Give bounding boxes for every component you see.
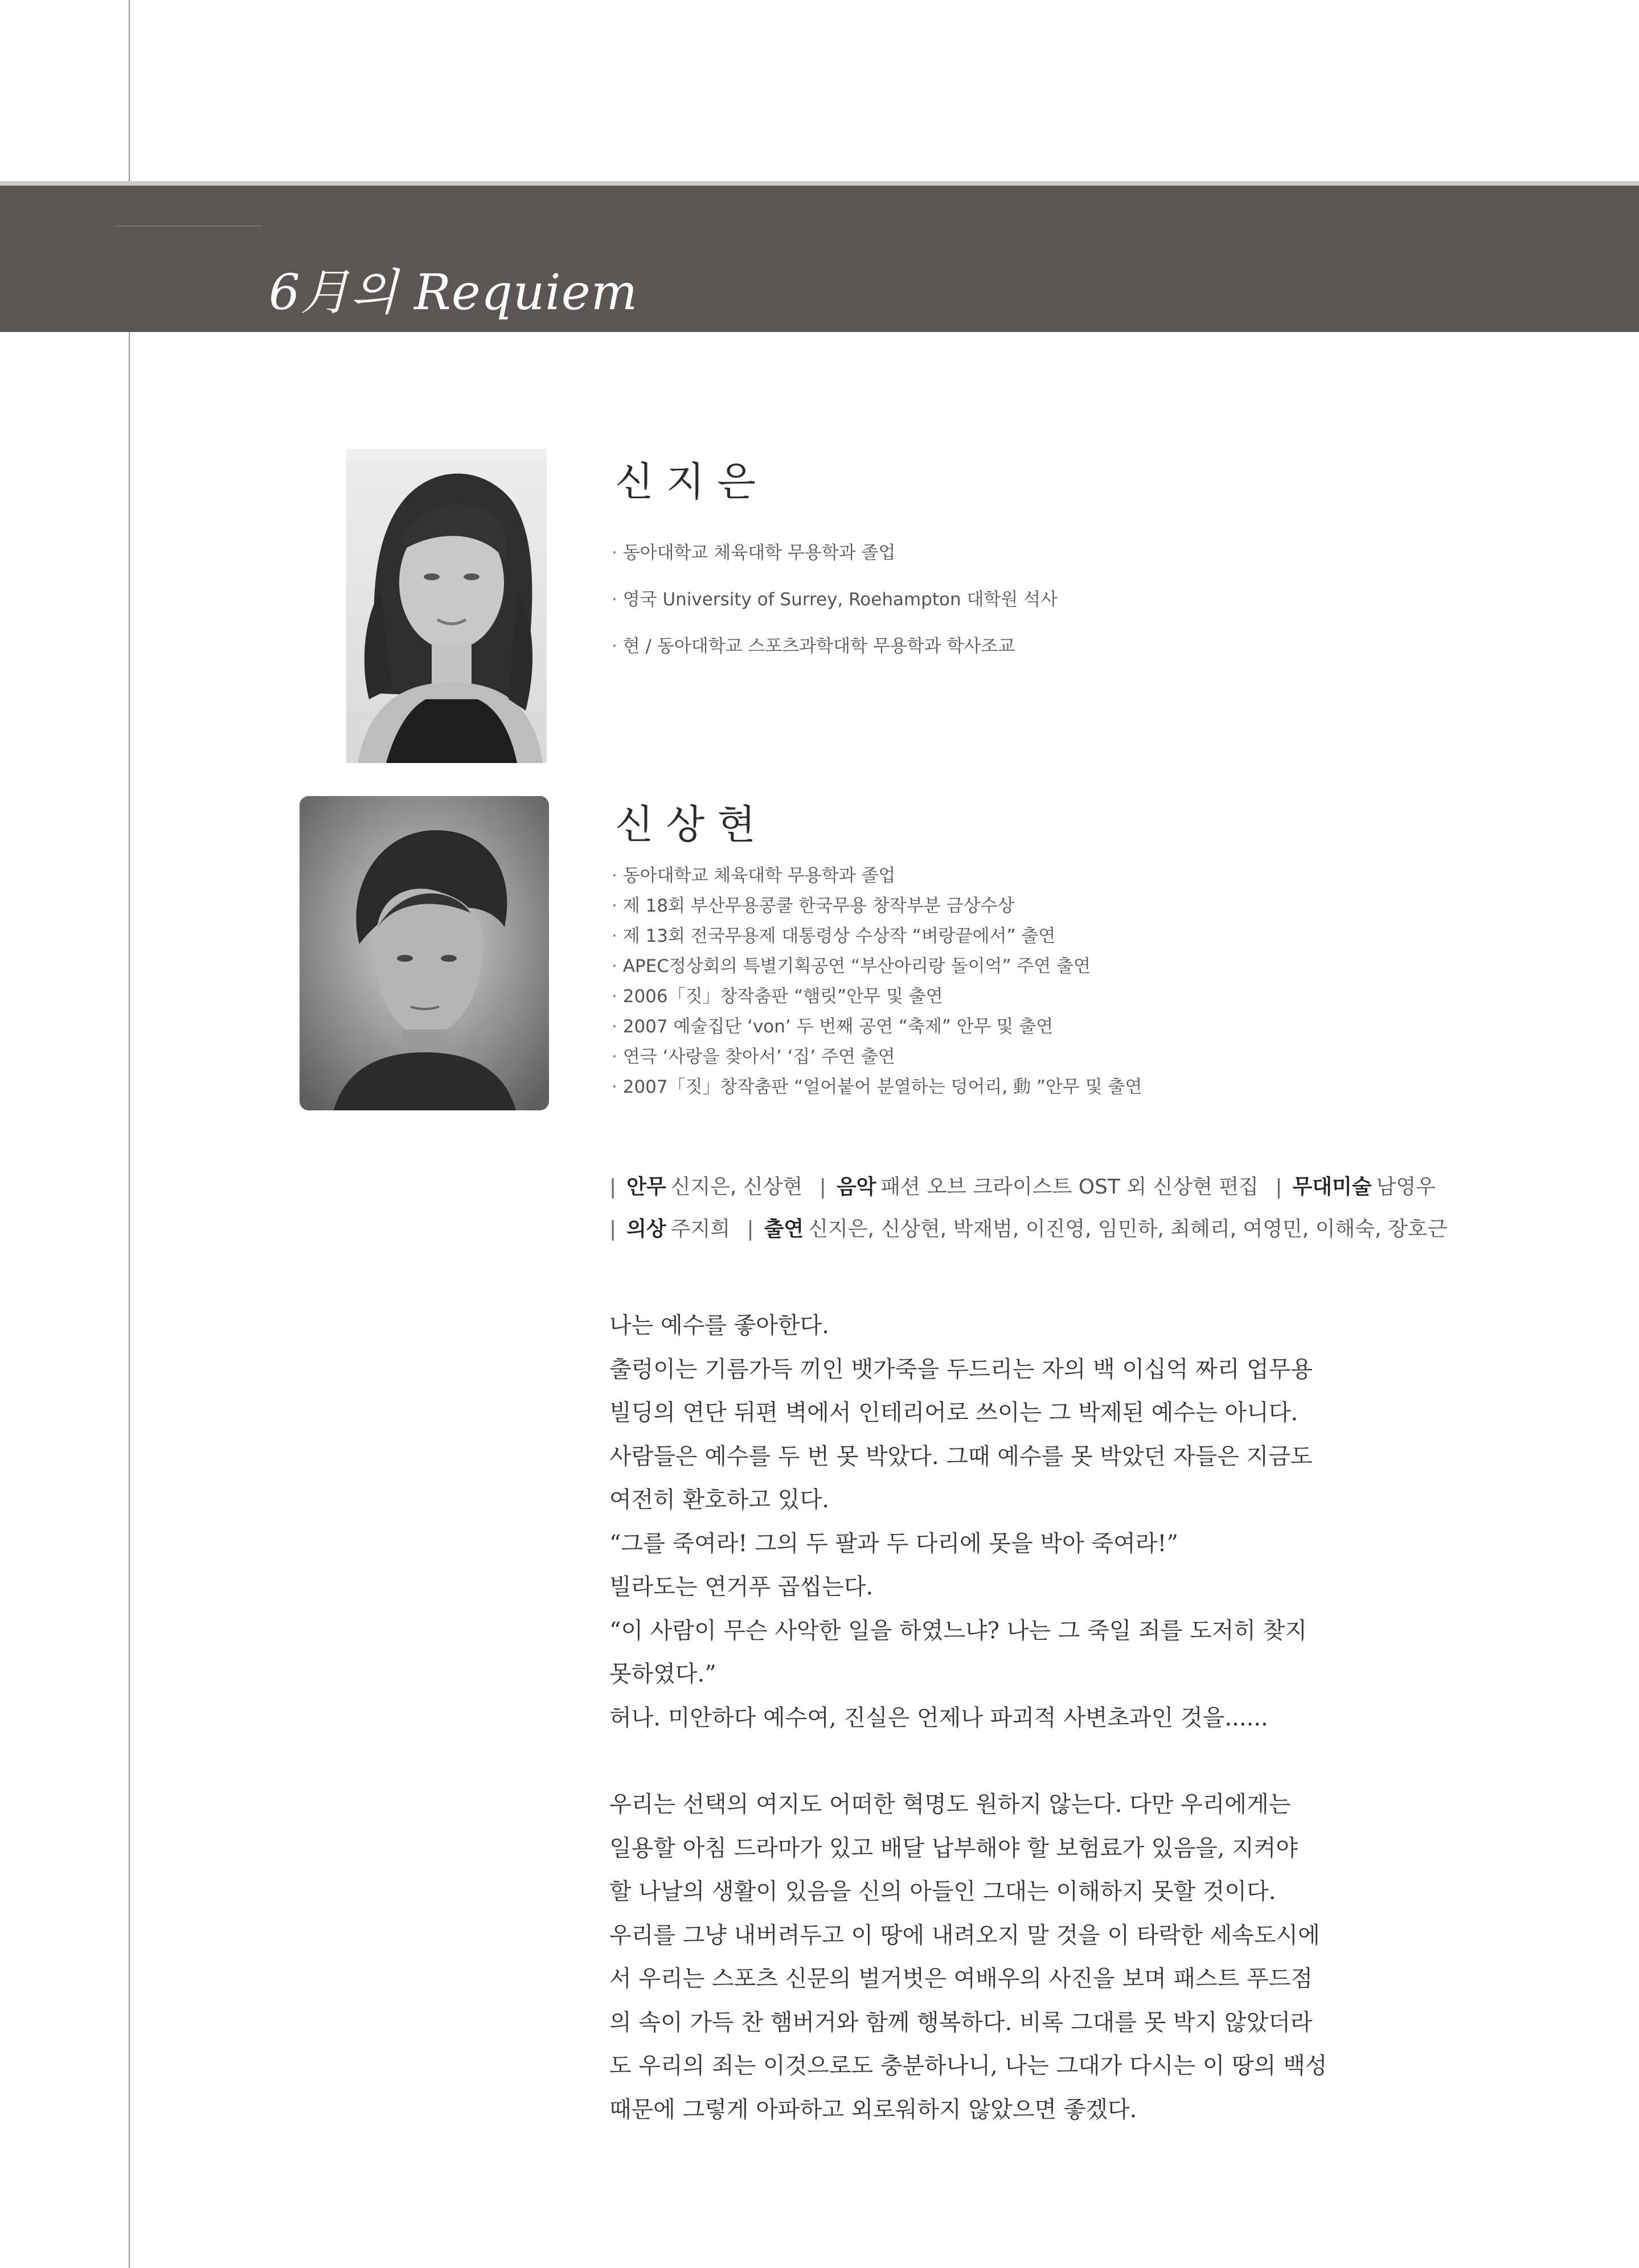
note-line: 허나. 미안하다 예수여, 진실은 언제나 파괴적 사변초과인 것을...... xyxy=(609,1704,1268,1731)
production-credits xyxy=(609,1166,1447,1250)
note-line: 사람들은 예수를 두 번 못 박았다. 그때 예수를 못 박았던 자들은 지금도 xyxy=(609,1443,1313,1470)
note-line: “그를 죽여라! 그의 두 팔과 두 다리에 못을 박아 죽여라!” xyxy=(609,1530,1178,1557)
title-band xyxy=(0,181,1639,332)
credit-separator: | xyxy=(1275,1175,1282,1199)
bio-item: · 현 / 동아대학교 스포츠과학대학 무용학과 학사조교 xyxy=(612,623,1058,670)
credit-label: 무대미술 xyxy=(1292,1175,1372,1199)
note-line: 여전히 환호하고 있다. xyxy=(609,1487,829,1513)
performer-name: 신지은 xyxy=(615,458,768,505)
credit-separator: | xyxy=(819,1175,826,1199)
credit-value: 남영우 xyxy=(1376,1175,1436,1199)
note-line: 할 나날의 생활이 있음을 신의 아들인 그대는 이해하지 못할 것이다. xyxy=(609,1879,1276,1905)
credits-line xyxy=(609,1208,1447,1250)
note-line: 빌딩의 연단 뒤편 벽에서 인테리어로 쓰이는 그 박제된 예수는 아니다. xyxy=(609,1400,1298,1426)
stanza-gap xyxy=(609,1740,1327,1783)
bio-item: · 2006「짓」창작춤판 “햄릿”안무 및 출연 xyxy=(612,982,1142,1012)
credit-value: 패션 오브 크라이스트 OST 외 신상현 편집 xyxy=(880,1175,1259,1199)
title-band-rule xyxy=(114,225,262,227)
credit-value: 신지은, 신상현 xyxy=(670,1175,803,1199)
note-line: 출렁이는 기름가득 끼인 뱃가죽을 두드리는 자의 백 이십억 짜리 업무용 xyxy=(609,1356,1313,1383)
bio-item: · 제 18회 부산무용콩쿨 한국무용 창작부분 금상수상 xyxy=(612,891,1142,921)
bio-item: · 동아대학교 체육대학 무용학과 졸업 xyxy=(612,530,1058,576)
bio-item: · 동아대학교 체육대학 무용학과 졸업 xyxy=(612,861,1142,891)
page-title: 6月의 Requiem xyxy=(269,264,638,321)
note-line: 빌라도는 연거푸 곱씹는다. xyxy=(609,1574,874,1600)
credit-label: 출연 xyxy=(764,1217,804,1241)
credit-separator: | xyxy=(609,1217,617,1241)
note-line: 우리는 선택의 여지도 어떠한 혁명도 원하지 않는다. 다만 우리에게는 xyxy=(609,1791,1291,1818)
note-line: 우리를 그냥 내버려두고 이 땅에 내려오지 말 것을 이 타락한 세속도시에 xyxy=(609,1922,1320,1949)
credit-value: 신지은, 신상현, 박재범, 이진영, 임민하, 최혜리, 여영민, 이해숙, 장호근 xyxy=(808,1217,1448,1241)
credit-label: 음악 xyxy=(836,1175,876,1199)
note-line: 의 속이 가득 찬 햄버거와 함께 행복하다. 비록 그대를 못 박지 않았더라 xyxy=(609,2009,1313,2036)
bio-item: · 2007 예술집단 ‘von’ 두 번째 공연 “축제” 안무 및 출연 xyxy=(612,1012,1142,1042)
credits-line xyxy=(609,1166,1447,1208)
bio-item: · 제 13회 전국무용제 대통령상 수상작 “벼랑끝에서” 출연 xyxy=(612,921,1142,952)
credit-separator: | xyxy=(609,1175,617,1199)
bio-item: · 2007「짓」창작춤판 “얼어붙어 분열하는 덩어리, 動 ”안무 및 출연 xyxy=(612,1072,1142,1102)
credit-label: 의상 xyxy=(626,1217,666,1241)
note-line: 나는 예수를 좋아한다. xyxy=(609,1313,829,1339)
note-line: 일용할 아침 드라마가 있고 배달 납부해야 할 보험료가 있음을, 지켜야 xyxy=(609,1835,1298,1861)
performer-bio-list xyxy=(612,530,1058,670)
credit-value: 주지희 xyxy=(670,1217,731,1241)
page-margin-line xyxy=(129,0,130,2268)
performer-photo-shin-jieun xyxy=(346,449,547,763)
note-line: 때문에 그렇게 아파하고 외로워하지 않았으면 좋겠다. xyxy=(609,2096,1137,2123)
bio-item: · 연극 ‘사랑을 찾아서’ ‘집’ 주연 출연 xyxy=(612,1042,1142,1072)
performer-bio-list xyxy=(612,861,1142,1102)
bio-item: · APEC정상회의 특별기획공연 “부산아리랑 돌이억” 주연 출연 xyxy=(612,952,1142,982)
note-line: 도 우리의 죄는 이것으로도 충분하나니, 나는 그대가 다시는 이 땅의 백성 xyxy=(609,2053,1327,2079)
note-line: “이 사람이 무슨 사악한 일을 하였느냐? 나는 그 죽일 죄를 도저히 찾지 xyxy=(609,1617,1308,1644)
bio-item: · 영국 University of Surrey, Roehampton 대학원 석사 xyxy=(612,576,1058,623)
program-note-text xyxy=(609,1304,1327,2131)
credit-label: 안무 xyxy=(626,1175,666,1199)
note-line: 서 우리는 스포츠 신문의 벌거벗은 여배우의 사진을 보며 패스트 푸드점 xyxy=(609,1966,1313,1992)
performer-name: 신상현 xyxy=(615,801,768,848)
note-line: 못하였다.” xyxy=(609,1661,716,1687)
performer-photo-shin-sanghyun xyxy=(300,796,549,1110)
credit-separator: | xyxy=(747,1217,754,1241)
